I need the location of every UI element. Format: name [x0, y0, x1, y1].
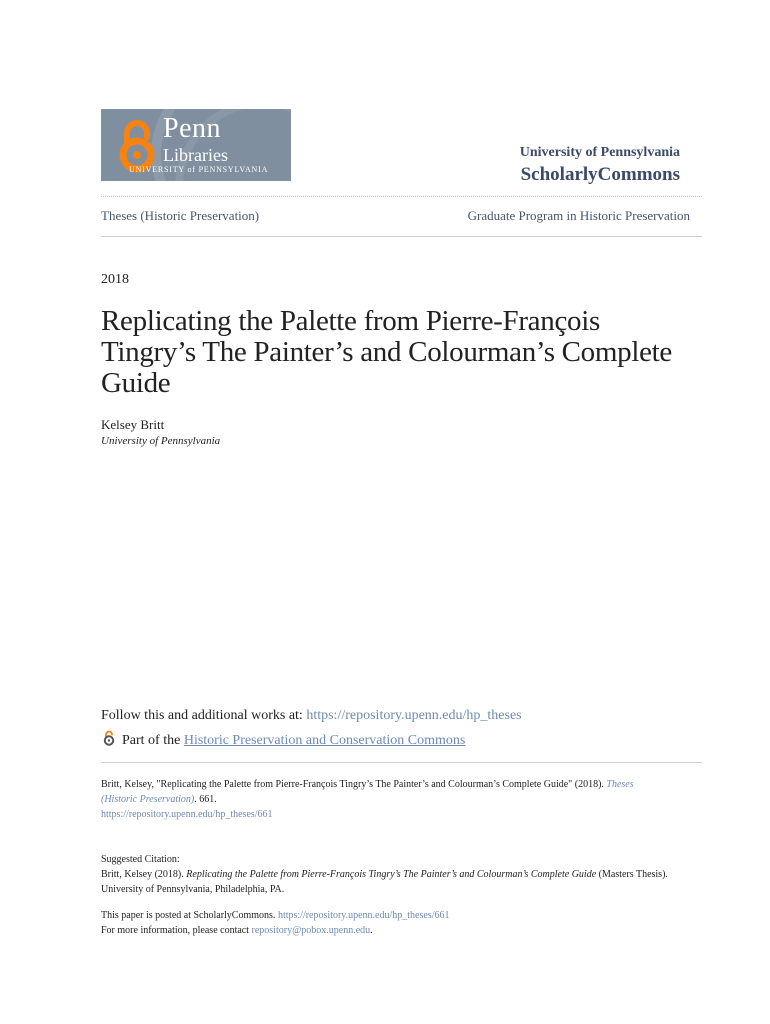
- suggested-suffix: (Masters Thesis). University of Pennsylvania, Philadelphia, PA.: [101, 869, 668, 895]
- penn-libraries-logo[interactable]: [101, 109, 291, 181]
- citation-block: [101, 777, 671, 822]
- contact-email-link[interactable]: repository@pobox.upenn.edu: [251, 925, 371, 936]
- suggested-citation-block: [101, 852, 681, 897]
- citation-number: . 661.: [194, 794, 217, 805]
- contact-suffix: .: [370, 925, 373, 936]
- posted-url-link[interactable]: https://repository.upenn.edu/hp_theses/661: [277, 910, 450, 921]
- logo-penn-text: Penn: [163, 113, 221, 144]
- follow-line: [101, 708, 522, 724]
- follow-prefix: Follow this and additional works at:: [101, 708, 307, 723]
- posted-prefix: This paper is posted at ScholarlyCommons.: [101, 910, 278, 921]
- author-name[interactable]: Kelsey Britt: [101, 417, 165, 432]
- logo-libraries-text: Libraries: [163, 145, 228, 165]
- suggested-citation-label: Suggested Citation:: [101, 854, 180, 865]
- open-access-lock-icon: [101, 730, 117, 746]
- repository-name[interactable]: ScholarlyCommons: [520, 164, 680, 185]
- department-link[interactable]: Graduate Program in Historic Preservation: [467, 208, 690, 223]
- publication-year: 2018: [101, 272, 129, 287]
- paper-title: Replicating the Palette from Pierre-François Tingry’s The Painter’s and Colourman’s Complete Guide: [101, 305, 672, 399]
- logo-university-text: UNIVERSITY of PENNSYLVANIA: [129, 165, 269, 174]
- posted-info-block: [101, 908, 681, 938]
- divider: [101, 196, 702, 197]
- partof-prefix: Part of the: [122, 733, 184, 748]
- university-name[interactable]: University of Pennsylvania: [519, 145, 680, 160]
- suggested-prefix: Britt, Kelsey (2018).: [101, 869, 187, 880]
- divider: [101, 236, 702, 237]
- citation-url-link[interactable]: https://repository.upenn.edu/hp_theses/661: [101, 809, 273, 820]
- divider: [101, 762, 702, 763]
- author-affiliation: University of Pennsylvania: [101, 435, 221, 447]
- citation-text: Britt, Kelsey, "Replicating the Palette from Pierre-François Tingry’s The Painter’s and Colourman’s Complete Guide" (2018).: [101, 779, 607, 790]
- citation-series-link[interactable]: Theses (Historic Preservation): [101, 779, 634, 805]
- collection-link[interactable]: Theses (Historic Preservation): [101, 208, 260, 223]
- commons-link[interactable]: Historic Preservation and Conservation Commons: [183, 733, 466, 748]
- partof-line: [122, 733, 465, 749]
- suggested-title: Replicating the Palette from Pierre-François Tingry’s The Painter’s and Colourman’s Complete Guide: [186, 869, 597, 880]
- follow-url-link[interactable]: https://repository.upenn.edu/hp_theses: [306, 708, 522, 723]
- contact-prefix: For more information, please contact: [101, 925, 252, 936]
